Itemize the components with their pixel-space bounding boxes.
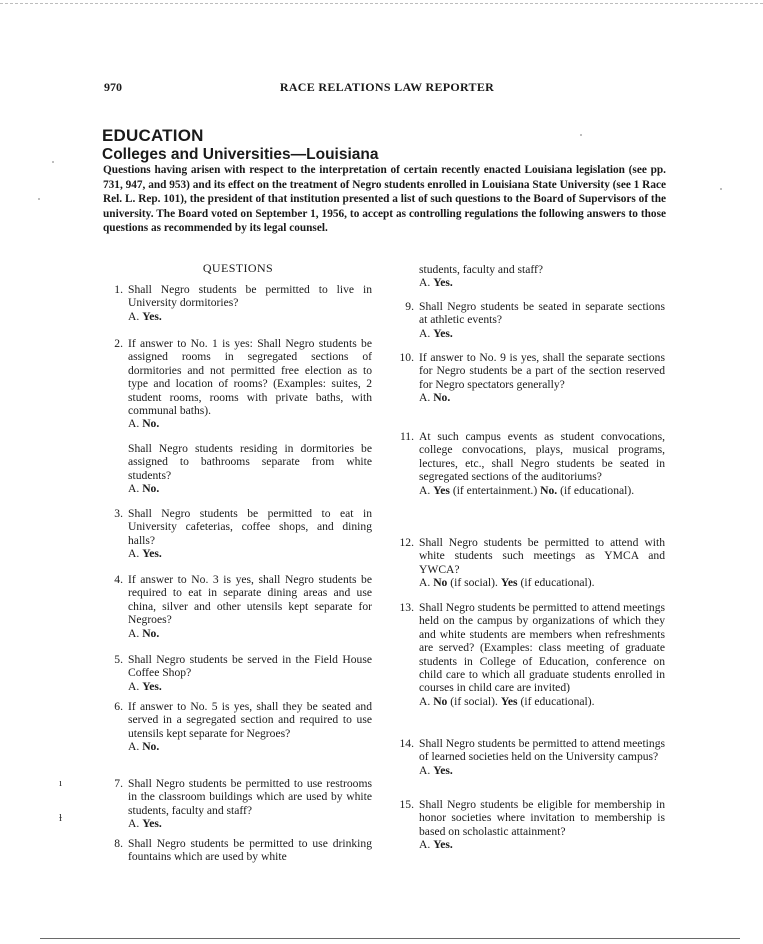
question-text: If answer to No. 5 is yes, shall they be seated and served in a segregated section and required to use utensils kept separate for Negroes? (128, 700, 372, 740)
margin-mark: ɫ (59, 812, 63, 824)
answer: A. Yes. (128, 817, 162, 831)
answer: A. Yes. (128, 679, 162, 693)
question-text: If answer to No. 3 is yes, shall Negro students be required to eat in separate dining areas and use china, silver and other utensils kept separate for Negroes? (128, 573, 372, 627)
question-5 (104, 653, 372, 693)
question-15 (395, 798, 665, 852)
question-text: Shall Negro students be permitted to attend meetings of learned societies held on the University campus? (419, 737, 665, 764)
question-8-continued (395, 263, 665, 290)
question-number: 15. (399, 798, 414, 811)
question-text: Shall Negro students residing in dormitories be assigned to bathrooms separate from white students? (128, 442, 372, 482)
answer: A. Yes (if entertainment.) No. (if educational). (419, 483, 635, 497)
question-text: Shall Negro students be permitted to attend meetings held on the campus by organizations of which they and white students are members when refreshments are served? (Examples: class meeting of graduate students in College of Education, conference on child care to which all graduate students enrolled in courses in child care are invited) (419, 601, 665, 695)
question-text: Shall Negro students be seated in separate sections at athletic events? (419, 300, 665, 327)
question-text: Shall Negro students be eligible for membership in honor societies where invitation to membership is based on scholastic attainment? (419, 798, 665, 838)
bottom-scan-edge (40, 938, 740, 939)
question-text: Shall Negro students be permitted to use restrooms in the classroom buildings which are used by white students, faculty and staff? (128, 777, 372, 817)
page-number: 970 (104, 80, 122, 94)
question-text: At such campus events as student convocations, college convocations, plays, musical programs, lectures, etc., shall Negro students be seated in segregated sections of the auditoriums? (419, 430, 665, 484)
question-number: 7. (114, 777, 123, 790)
answer: A. No (if social). Yes (if educational). (419, 576, 595, 590)
question-12 (395, 536, 665, 590)
question-2-followup (104, 442, 372, 496)
question-number: 10. (399, 351, 414, 364)
answer: A. Yes. (128, 309, 162, 323)
question-number: 9. (405, 300, 414, 313)
question-number: 13. (399, 601, 414, 614)
answer: A. No. (128, 417, 160, 431)
top-scan-edge (0, 3, 763, 4)
question-number: 4. (114, 573, 123, 586)
question-text: Shall Negro students be permitted to live in University dormitories? (128, 283, 372, 310)
question-number: 1. (114, 283, 123, 296)
question-number: 6. (114, 700, 123, 713)
question-6 (104, 700, 372, 754)
answer: A. Yes. (128, 547, 162, 561)
scan-speck (38, 198, 40, 200)
question-text: Shall Negro students be permitted to eat in University cafeterias, coffee shops, and dining halls? (128, 507, 372, 547)
question-text: Shall Negro students be permitted to use drinking fountains which are used by white (128, 837, 372, 864)
question-text: If answer to No. 9 is yes, shall the separate sections for Negro students be a part of the section reserved for Negro spectators generally? (419, 351, 665, 391)
question-11 (395, 430, 665, 497)
scan-speck (720, 188, 722, 190)
question-text: Shall Negro students be served in the Field House Coffee Shop? (128, 653, 372, 680)
question-number: 2. (114, 337, 123, 350)
answer: A. Yes. (419, 276, 453, 290)
answer: A. No. (128, 740, 160, 754)
answer: A. No. (128, 626, 160, 640)
question-number: 12. (399, 536, 414, 549)
question-3 (104, 507, 372, 561)
question-number: 8. (114, 837, 123, 850)
question-7 (104, 777, 372, 831)
answer: A. Yes. (419, 763, 453, 777)
running-title: RACE RELATIONS LAW REPORTER (279, 80, 495, 94)
scan-speck (52, 161, 54, 163)
section-title: EDUCATION (102, 126, 204, 145)
question-9 (395, 300, 665, 340)
answer: A. No. (128, 482, 160, 496)
question-number: 11. (399, 430, 414, 443)
question-text: Shall Negro students be permitted to attend with white students such meetings as YMCA and YWCA? (419, 536, 665, 576)
answer: A. No. (419, 391, 451, 405)
question-4 (104, 573, 372, 640)
question-number: 5. (114, 653, 123, 666)
questions-heading: QUESTIONS (202, 261, 274, 275)
question-text: students, faculty and staff? (419, 263, 544, 276)
margin-mark: ı (59, 777, 63, 789)
question-text: If answer to No. 1 is yes: Shall Negro students be assigned rooms in segregated sections of dormitories and not permitted free election as to type and location of rooms? (Examples: suites, 2 student rooms, rooms with private baths, with communal baths). (128, 337, 372, 418)
intro-paragraph: Questions having arisen with respect to the interpretation of certain recently enacted Louisiana legislation (see pp. 731, 947, and 953) and its effect on the treatment of Negro students enrolled in Louisiana State University (see 1 Race Rel. L. Rep. 101), the president of that institution presented a list of such questions to the Board of Supervisors of the university. The Board voted on September 1, 1956, to accept as controlling regulations the following answers to those questions as recommended by its legal counsel. (103, 164, 666, 235)
question-10 (395, 351, 665, 405)
question-2 (104, 337, 372, 431)
question-13 (395, 601, 665, 708)
answer: A. No (if social). Yes (if educational). (419, 694, 595, 708)
running-header (104, 80, 670, 100)
question-1 (104, 283, 372, 323)
question-8 (104, 837, 372, 864)
question-14 (395, 737, 665, 777)
answer: A. Yes. (419, 326, 453, 340)
question-number: 14. (399, 737, 414, 750)
scan-speck (580, 134, 582, 136)
answer: A. Yes. (419, 838, 453, 852)
subsection-title: Colleges and Universities—Louisiana (102, 146, 379, 163)
question-number: 3. (114, 507, 123, 520)
